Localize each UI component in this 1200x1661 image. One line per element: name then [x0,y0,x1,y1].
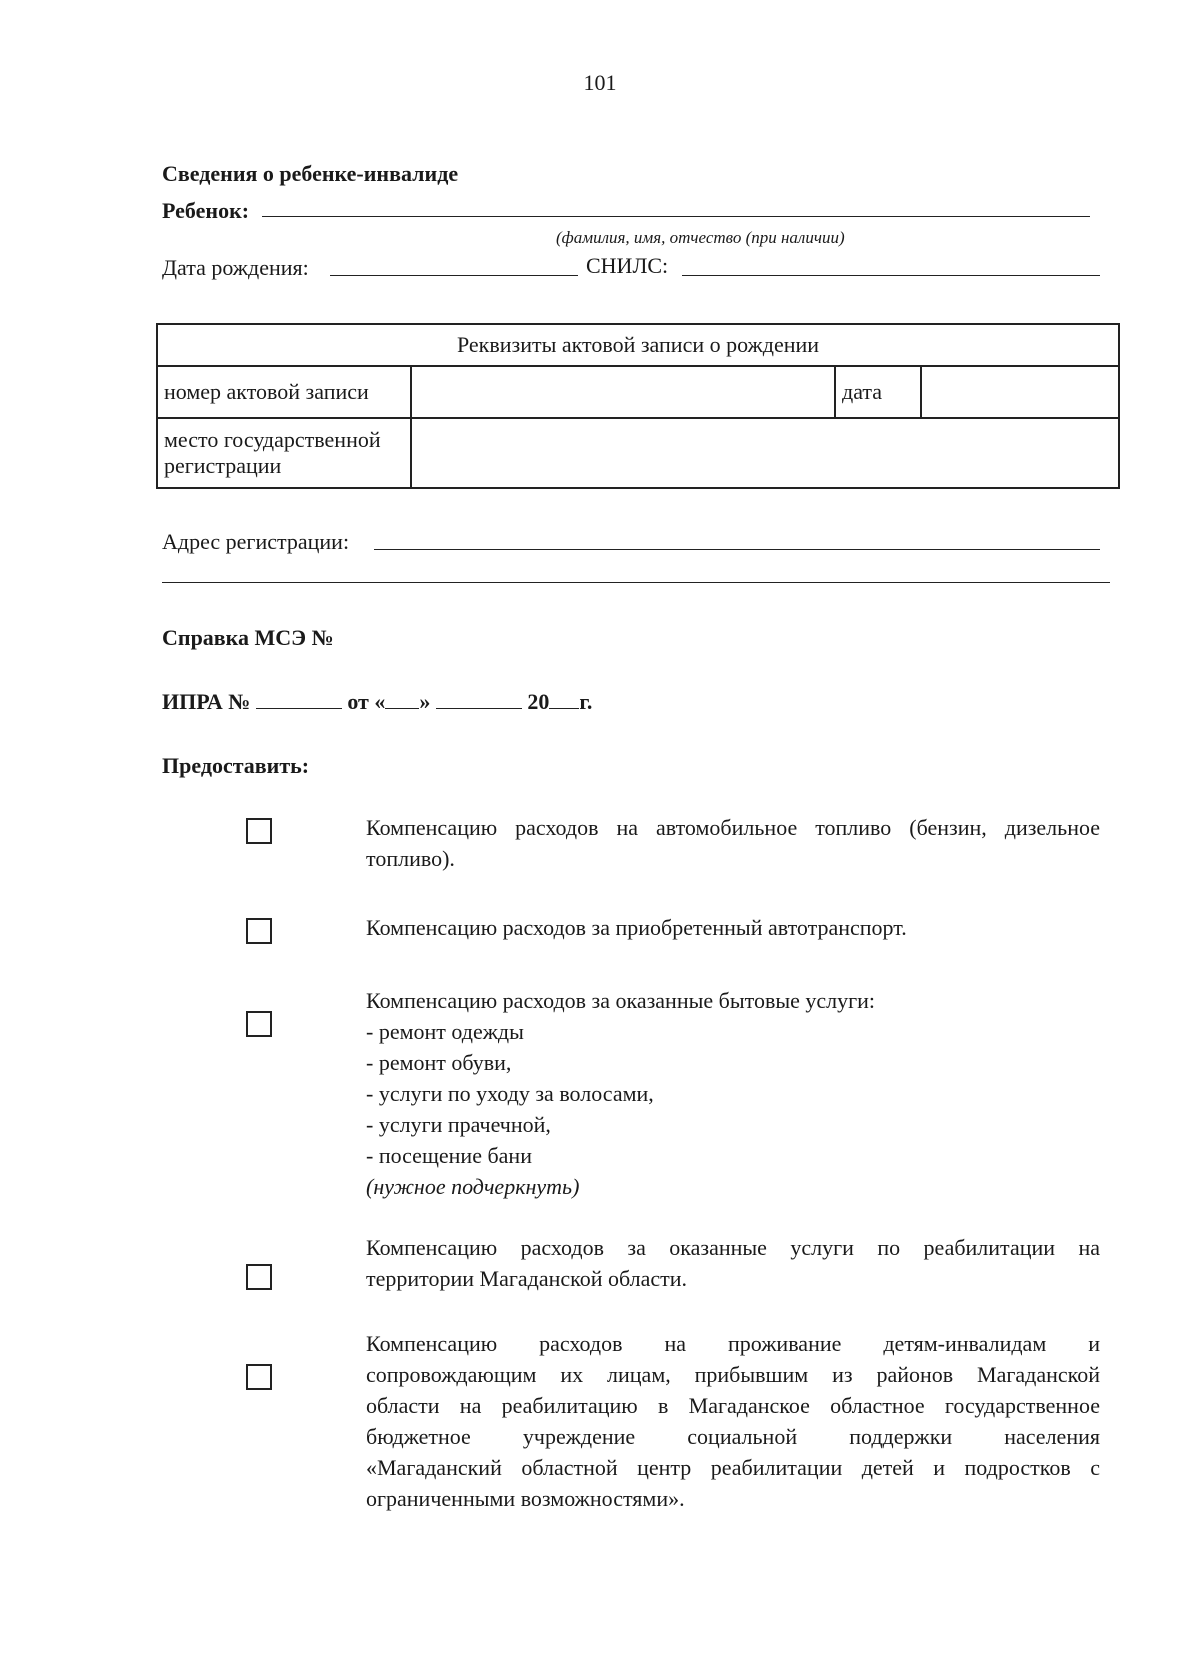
item-line: - услуги прачечной, [366,1112,551,1137]
ipra-day-field[interactable] [385,688,419,709]
item-line: - посещение бани [366,1143,532,1168]
ipra-year-field[interactable] [549,688,579,709]
record-number-label: номер актовой записи [157,366,411,418]
item-line: Компенсацию расходов на автомобильное топливо (бензин, дизельное [366,815,1100,840]
record-date-cell[interactable] [921,366,1119,418]
rehabilitation-compensation-checkbox[interactable] [246,1264,272,1290]
ipra-year-suffix: г. [579,689,593,714]
item-line: бюджетное учреждение социальной поддержки населения [366,1424,1100,1449]
birth-record-table [156,323,1120,489]
ipra-line [162,688,592,716]
ipra-from: от « [347,689,386,714]
item-note: (нужное подчеркнуть) [366,1174,580,1199]
record-date-label: дата [835,366,921,418]
birth-date-field[interactable] [330,275,578,276]
item-line: - ремонт обуви, [366,1050,512,1075]
registration-place-label [157,418,411,488]
snils-label: СНИЛС: [586,253,669,278]
child-name-hint: (фамилия, имя, отчество (при наличии) [556,228,845,247]
ipra-month-field[interactable] [436,688,522,709]
address-field-line2[interactable] [162,582,1110,583]
household-services-checkbox[interactable] [246,1011,272,1037]
vehicle-compensation-checkbox[interactable] [246,918,272,944]
ipra-number-field[interactable] [256,688,342,709]
fuel-compensation-text [366,812,1100,874]
item-line: Компенсацию расходов за приобретенный автотранспорт. [366,915,907,940]
item-line: территории Магаданской области. [366,1266,688,1291]
vehicle-compensation-text [366,912,1100,943]
accommodation-compensation-text [366,1328,1100,1514]
item-line: топливо). [366,846,455,871]
mse-label: Справка МСЭ № [162,625,334,650]
registration-place-label-line2: регистрации [164,453,282,478]
household-services-text [366,985,1100,1202]
ipra-close-quote: » [419,689,431,714]
birth-record-header: Реквизиты актовой записи о рождении [157,324,1119,366]
item-line: - услуги по уходу за волосами, [366,1081,654,1106]
section-title: Сведения о ребенке-инвалиде [162,161,459,186]
ipra-year-prefix: 20 [527,689,550,714]
item-line: области на реабилитацию в Магаданское областное государственное [366,1393,1100,1418]
fuel-compensation-checkbox[interactable] [246,818,272,844]
item-line: «Магаданский областной центр реабилитации детей и подростков с [366,1455,1100,1480]
item-line: сопровождающим их лицам, прибывшим из районов Магаданской [366,1362,1100,1387]
registration-place-cell[interactable] [411,418,1119,488]
record-number-cell[interactable] [411,366,835,418]
provide-label: Предоставить: [162,753,310,778]
page-number: 101 [583,70,617,95]
child-label: Ребенок: [162,198,250,223]
address-field-line1[interactable] [374,549,1100,550]
snils-field[interactable] [682,275,1100,276]
address-label: Адрес регистрации: [162,529,350,554]
registration-place-label-line1: место государственной [164,427,381,452]
item-line: Компенсацию расходов за оказанные бытовые услуги: [366,988,876,1013]
item-line: ограниченными возможностями». [366,1486,685,1511]
birth-date-label: Дата рождения: [162,255,309,280]
item-line: - ремонт одежды [366,1019,524,1044]
accommodation-compensation-checkbox[interactable] [246,1364,272,1390]
item-line: Компенсацию расходов на проживание детям-инвалидам и [366,1331,1100,1356]
child-name-field[interactable] [262,216,1090,217]
rehabilitation-compensation-text [366,1232,1100,1294]
ipra-label: ИПРА № [162,689,251,714]
item-line: Компенсацию расходов за оказанные услуги по реабилитации на [366,1235,1100,1260]
